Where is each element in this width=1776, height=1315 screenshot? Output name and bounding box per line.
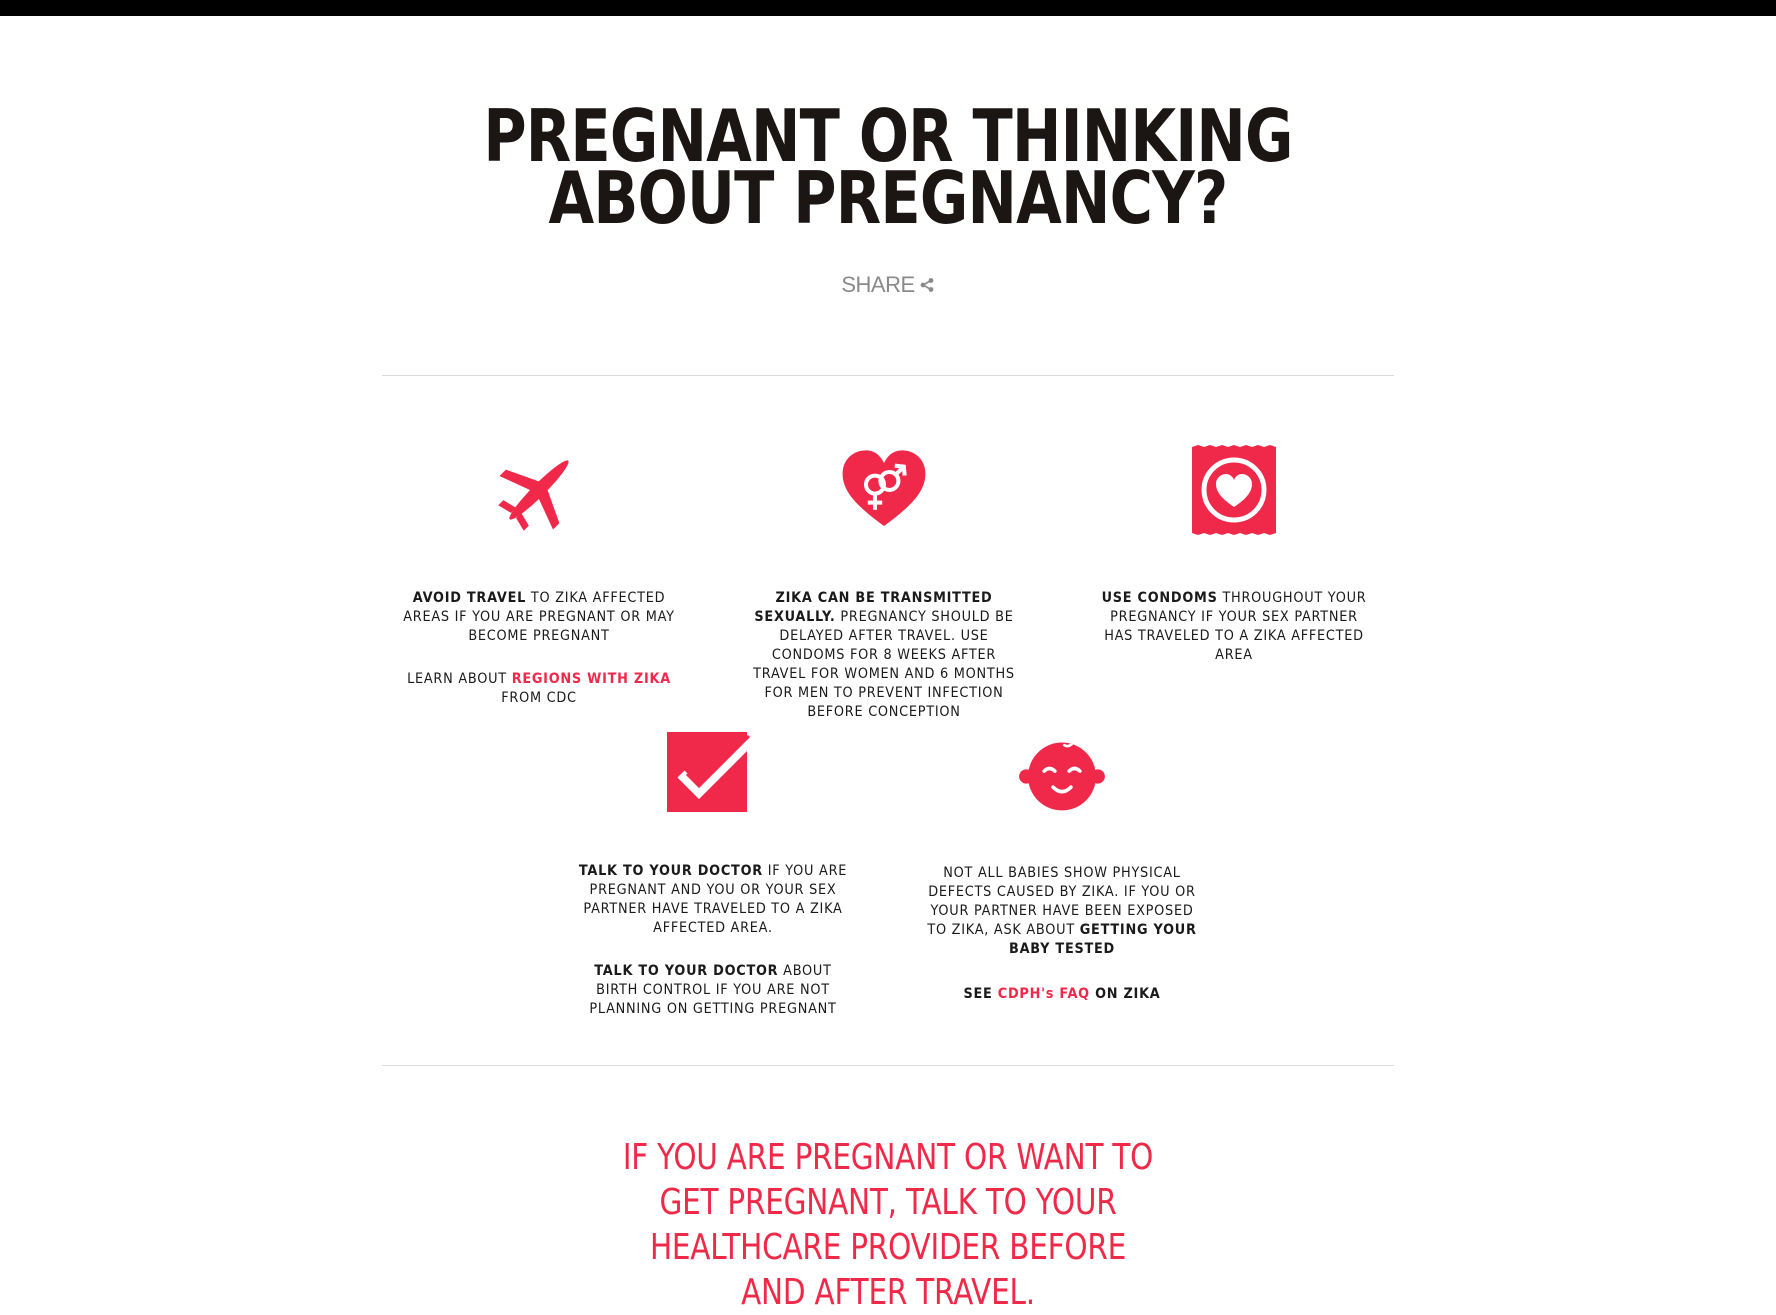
share-label: SHARE xyxy=(841,272,915,297)
tip-talk-to-doctor xyxy=(563,730,863,1019)
see-faq-line: SEE CDPH's FAQ ON ZIKA xyxy=(963,986,1161,1002)
hero xyxy=(0,94,1776,240)
tip-baby-testing-text: NOT ALL BABIES SHOW PHYSICAL DEFECTS CAUSED BY ZIKA. IF YOU OR YOUR PARTNER HAVE BEEN EXPOSED TO ZIKA, ASK ABOUT GETTING YOUR BABY TESTED xyxy=(927,865,1197,957)
tip-baby-testing xyxy=(912,730,1212,1004)
airplane-icon xyxy=(494,445,584,535)
share-row xyxy=(0,272,1776,298)
tip-use-condoms xyxy=(1084,445,1384,665)
tip-avoid-travel-text: AVOID TRAVEL TO ZIKA AFFECTED AREAS IF YOU ARE PREGNANT OR MAY BECOME PREGNANT xyxy=(403,590,675,644)
regions-with-zika-link[interactable]: REGIONS WITH ZIKA xyxy=(511,671,671,687)
share-icon xyxy=(919,277,935,293)
tip-birth-control-text: TALK TO YOUR DOCTOR ABOUT BIRTH CONTROL IF YOU ARE NOT PLANNING ON GETTING PREGNANT xyxy=(589,963,837,1017)
checkbox-icon xyxy=(667,730,759,812)
tip-regions-text: LEARN ABOUT REGIONS WITH ZIKA FROM CDC xyxy=(407,671,671,706)
cdph-faq-link[interactable]: CDPH's FAQ xyxy=(997,986,1090,1002)
tip-talk-to-doctor-text: TALK TO YOUR DOCTOR IF YOU ARE PREGNANT AND YOU OR YOUR SEX PARTNER HAVE TRAVELED TO A ZIKA AFFECTED AREA. xyxy=(578,863,848,936)
tip-use-condoms-text: USE CONDOMS THROUGHOUT YOUR PREGNANCY IF YOUR SEX PARTNER HAS TRAVELED TO A ZIKA AFFECTED AREA xyxy=(1101,590,1367,663)
callout-message xyxy=(160,1135,1616,1315)
condom-heart-icon xyxy=(1192,445,1276,535)
share-button[interactable] xyxy=(841,272,934,298)
baby-face-icon xyxy=(1017,730,1107,814)
tip-avoid-travel xyxy=(389,445,689,708)
top-bar xyxy=(0,0,1776,16)
divider-top xyxy=(382,375,1394,376)
tip-sexual-transmission-text: ZIKA CAN BE TRANSMITTED SEXUALLY. PREGNANCY SHOULD BE DELAYED AFTER TRAVEL. USE CONDOMS FOR 8 WEEKS AFTER TRAVEL FOR WOMEN AND 6 MONTHS FOR MEN TO PREVENT INFECTION BEFORE CONCEPTION xyxy=(753,590,1015,720)
tip-sexual-transmission xyxy=(734,445,1034,722)
page-title: PREGNANT OR THINKING ABOUT PREGNANCY? xyxy=(483,94,1293,240)
callout-text: IF YOU ARE PREGNANT OR WANT TO GET PREGNANT, TALK TO YOUR HEALTHCARE PROVIDER BEFORE AND AFTER TRAVEL. xyxy=(622,1137,1154,1313)
heart-gender-icon xyxy=(839,445,929,535)
divider-bottom xyxy=(382,1065,1394,1066)
